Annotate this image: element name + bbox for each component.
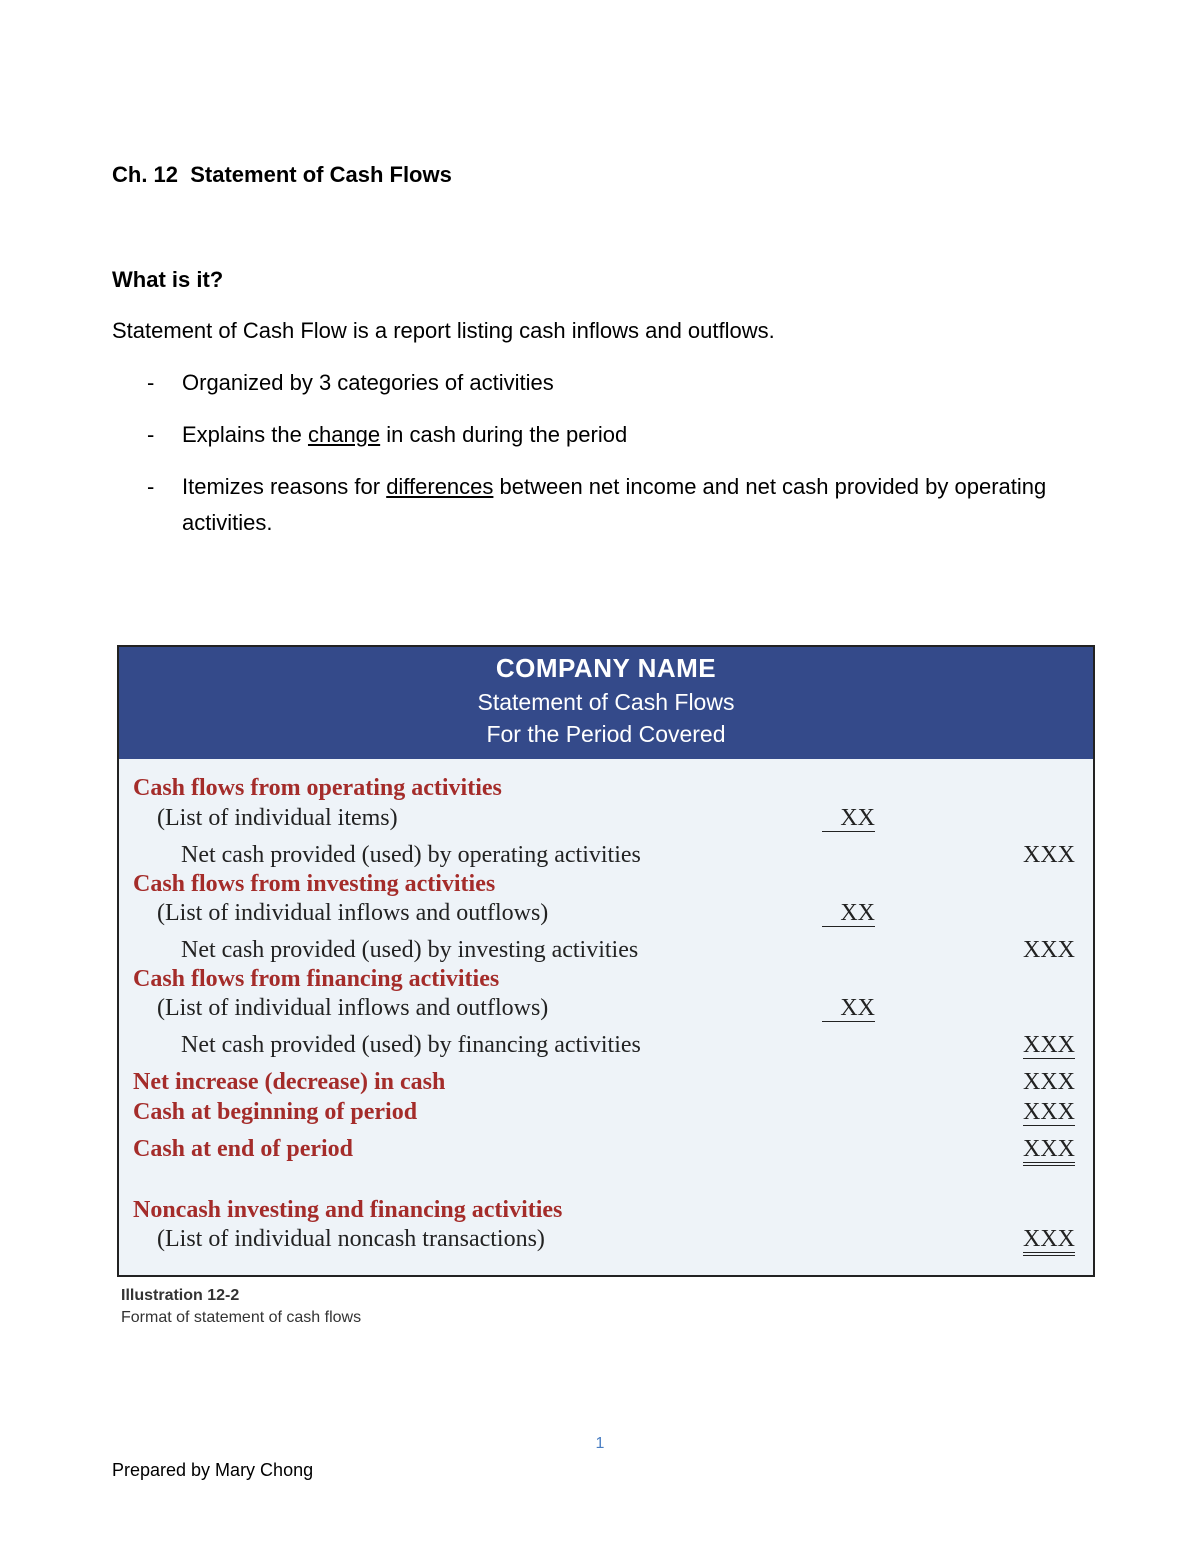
statement-row bbox=[119, 1069, 1093, 1099]
company-name: COMPANY NAME bbox=[495, 653, 717, 683]
underlined-term: differences bbox=[386, 474, 494, 499]
amount-col2: XXX bbox=[1023, 1032, 1075, 1058]
row-label: (List of individual inflows and outflows) bbox=[157, 900, 549, 926]
amount-col1: XX bbox=[822, 900, 875, 927]
statement-row bbox=[119, 937, 1093, 967]
section-label: Net increase (decrease) in cash bbox=[133, 1069, 446, 1095]
statement-row bbox=[119, 1032, 1093, 1062]
underlined-term: change bbox=[307, 422, 381, 447]
statement-period: For the Period Covered bbox=[486, 721, 726, 747]
amount-col2: XXX bbox=[1023, 1099, 1075, 1125]
statement-title: Statement of Cash Flows bbox=[477, 689, 735, 715]
section-label: Noncash investing and financing activities bbox=[133, 1197, 563, 1223]
section-label: Cash at beginning of period bbox=[133, 1099, 418, 1125]
bullet-marker: - bbox=[147, 370, 155, 395]
bullet-marker: - bbox=[147, 474, 155, 499]
statement-figure bbox=[117, 645, 1095, 1277]
statement-row bbox=[119, 1226, 1093, 1256]
amount-col2: XXX bbox=[1023, 1226, 1075, 1256]
statement-row bbox=[119, 805, 1093, 835]
amount-col2: XXX bbox=[1023, 1136, 1075, 1166]
bullet-item: Explains the change in cash during the period bbox=[182, 422, 628, 447]
section-label: Cash flows from financing activities bbox=[133, 966, 500, 992]
row-label: Net cash provided (used) by financing activities bbox=[181, 1032, 641, 1058]
amount-col2: XXX bbox=[1023, 842, 1075, 868]
statement-row bbox=[119, 775, 1093, 805]
statement-row bbox=[119, 966, 1093, 996]
row-label: (List of individual items) bbox=[157, 805, 398, 831]
footer-prepared-by: Prepared by Mary Chong bbox=[112, 1460, 314, 1480]
section-label: Cash at end of period bbox=[133, 1136, 354, 1162]
illustration-title: Illustration 12-2 bbox=[121, 1287, 240, 1304]
statement-row bbox=[119, 995, 1093, 1025]
page-number: 1 bbox=[595, 1435, 605, 1452]
statement-row bbox=[119, 1136, 1093, 1166]
section-heading: What is it? bbox=[112, 267, 224, 292]
statement-row bbox=[119, 1197, 1093, 1227]
statement-row bbox=[119, 842, 1093, 872]
bullet-item: Organized by 3 categories of activities bbox=[182, 370, 554, 395]
amount-col1: XX bbox=[822, 805, 875, 832]
row-label: Net cash provided (used) by investing activities bbox=[181, 937, 639, 963]
amount-col1: XX bbox=[822, 995, 875, 1022]
statement-row bbox=[119, 1099, 1093, 1129]
amount-col2: XXX bbox=[1023, 937, 1075, 963]
section-label: Cash flows from operating activities bbox=[133, 775, 502, 801]
section-label: Cash flows from investing activities bbox=[133, 871, 496, 897]
intro-paragraph: Statement of Cash Flow is a report listing cash inflows and outflows. bbox=[112, 318, 775, 343]
statement-row bbox=[119, 900, 1093, 930]
row-label: (List of individual inflows and outflows) bbox=[157, 995, 549, 1021]
illustration-caption: Format of statement of cash flows bbox=[121, 1309, 362, 1326]
bullet-marker: - bbox=[147, 422, 155, 447]
row-label: (List of individual noncash transactions) bbox=[157, 1226, 545, 1252]
bullet-item: Itemizes reasons for differences between net income and net cash provided by operating activities. bbox=[182, 474, 1053, 535]
amount-col2: XXX bbox=[1023, 1069, 1075, 1095]
statement-header bbox=[119, 647, 1093, 759]
row-label: Net cash provided (used) by operating activities bbox=[181, 842, 641, 868]
statement-row bbox=[119, 871, 1093, 901]
chapter-title: Ch. 12 Statement of Cash Flows bbox=[112, 162, 452, 187]
